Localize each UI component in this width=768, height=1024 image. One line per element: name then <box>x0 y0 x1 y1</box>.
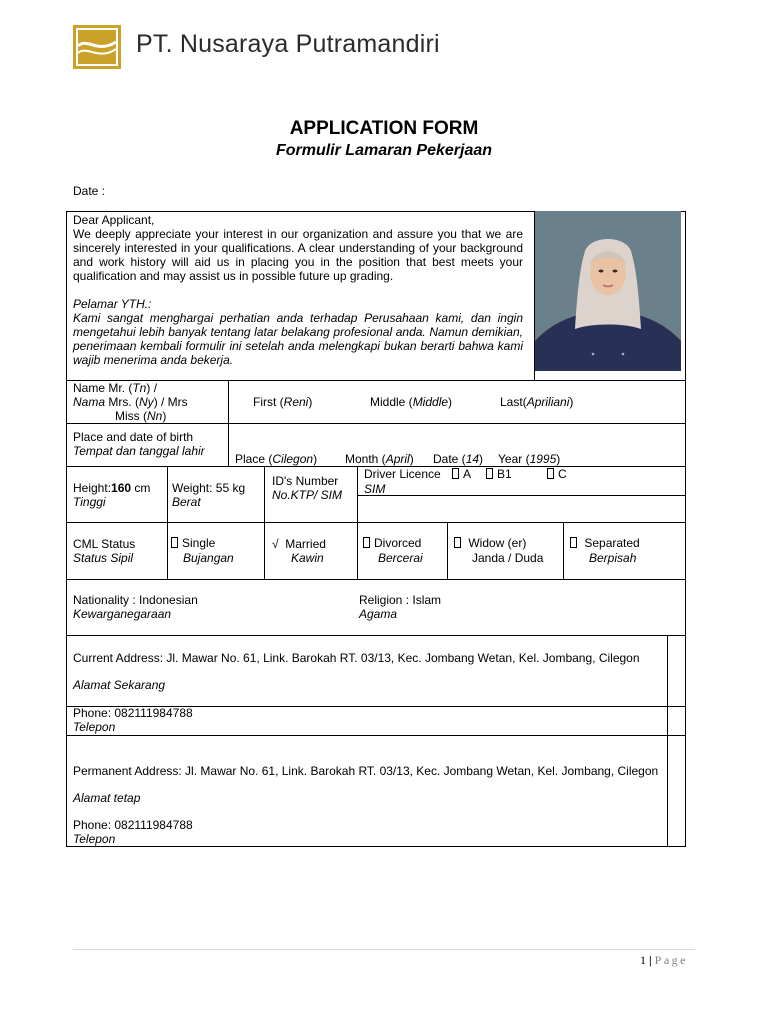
religion-label-indonesian: Agama <box>359 607 398 621</box>
current-address-label-indonesian: Alamat Sekarang <box>73 678 166 692</box>
status-separated-indonesian: Berpisah <box>589 551 637 565</box>
checkbox-icon <box>454 537 461 548</box>
licence-option-b1[interactable]: B1 <box>486 467 512 481</box>
status-option-divorced[interactable]: Divorced <box>363 536 421 550</box>
birth-label-indonesian: Tempat dan tanggal lahir <box>73 444 205 458</box>
status-widow-indonesian: Janda / Duda <box>472 551 544 565</box>
applicant-photo <box>535 211 681 371</box>
status-option-separated[interactable]: Separated <box>570 536 640 550</box>
name-label-line3: Miss (Nn) <box>115 409 167 423</box>
status-married-indonesian: Kawin <box>291 551 324 565</box>
birth-label: Place and date of birth <box>73 430 194 444</box>
intro-body-indonesian: Kami sangat menghargai perhatian anda terhadap Perusahaan kami, dan ingin mengetahui lebih banyak tentang latar belakang profesional anda. Namun demikian, penerimaan kembali formulir ini setelah anda melengkapi bukan berarti bahwa kami wajib menerima anda bekerja. <box>73 311 523 367</box>
phone-field: Phone: 082111984788 <box>73 706 193 720</box>
civil-status-label: CML Status <box>73 537 136 551</box>
company-name: PT. Nusaraya Putramandiri <box>136 30 440 58</box>
current-address-field: Current Address: Jl. Mawar No. 61, Link. Barokah RT. 03/13, Kec. Jombang Wetan, Kel. Jombang, Cilegon <box>73 651 640 665</box>
phone-label-indonesian: Telepon <box>73 720 116 734</box>
permanent-address-field: Permanent Address: Jl. Mawar No. 61, Link. Barokah RT. 03/13, Kec. Jombang Wetan, Kel. Jombang, Cilegon <box>73 764 659 778</box>
name-label-line2: Nama Mrs. (Ny) / Mrs <box>73 395 188 409</box>
checkbox-icon <box>171 537 178 548</box>
checkbox-icon <box>570 537 577 548</box>
checkbox-icon <box>363 537 370 548</box>
checkmark-icon: √ <box>272 537 279 551</box>
form-title: APPLICATION FORM <box>289 118 479 139</box>
driver-licence-label: Driver Licence <box>364 467 441 481</box>
driver-licence-label-indonesian: SIM <box>364 482 386 496</box>
intro-salutation: Dear Applicant, <box>73 213 155 227</box>
intro-body-english: We deeply appreciate your interest in our organization and assure you that we are sincerely interested in your qualifications. A clear understanding of your background and work history will aid us in placing you in the position that best meets your qualification and may assist us in possible future up grading. <box>73 227 523 283</box>
middle-name-field: Middle (Middle) <box>370 395 453 409</box>
name-label-line1: Name Mr. (Tn) / <box>73 381 158 395</box>
first-name-field: First (Reni) <box>253 395 313 409</box>
religion-field: Religion : Islam <box>359 593 442 607</box>
status-option-married[interactable]: √ Married <box>272 537 326 551</box>
intro-salutation-indonesian: Pelamar YTH.: <box>73 297 152 311</box>
weight-label-indonesian: Berat <box>172 495 201 509</box>
nationality-label-indonesian: Kewarganegaraan <box>73 607 172 621</box>
page-footer: 1 | Page <box>640 953 688 967</box>
height-label-indonesian: Tinggi <box>73 495 106 509</box>
status-divorced-indonesian: Bercerai <box>378 551 423 565</box>
height-field: Height:160 cm <box>73 481 151 495</box>
status-option-widow[interactable]: Widow (er) <box>454 536 526 550</box>
id-number-label-indonesian: No.KTP/ SIM <box>272 488 343 502</box>
status-option-single[interactable]: Single <box>171 536 215 550</box>
last-name-field: Last(Apriliani) <box>500 395 574 409</box>
nationality-field: Nationality : Indonesian <box>73 593 198 607</box>
birth-year-field: Year (1995) <box>498 452 561 466</box>
weight-field: Weight: 55 kg <box>172 481 246 495</box>
form-subtitle: Formulir Lamaran Pekerjaan <box>275 142 493 159</box>
birth-place-field: Place (Cilegon) <box>235 452 318 466</box>
licence-option-a[interactable]: A <box>452 467 471 481</box>
civil-status-label-indonesian: Status Sipil <box>73 551 134 565</box>
permanent-phone-field: Phone: 082111984788 <box>73 818 193 832</box>
birth-month-field: Month (April) <box>345 452 414 466</box>
permanent-phone-label-indonesian: Telepon <box>73 832 116 846</box>
checkbox-icon <box>452 468 459 479</box>
footer-divider <box>73 949 695 950</box>
status-single-indonesian: Bujangan <box>183 551 234 565</box>
permanent-address-label-indonesian: Alamat tetap <box>73 791 141 805</box>
id-number-label: ID's Number <box>272 474 339 488</box>
licence-option-c[interactable]: C <box>547 467 567 481</box>
birth-date-field: Date (14) <box>433 452 484 466</box>
checkbox-icon <box>486 468 493 479</box>
company-logo-icon <box>73 25 121 69</box>
date-field-label: Date : <box>73 184 106 198</box>
checkbox-icon <box>547 468 554 479</box>
